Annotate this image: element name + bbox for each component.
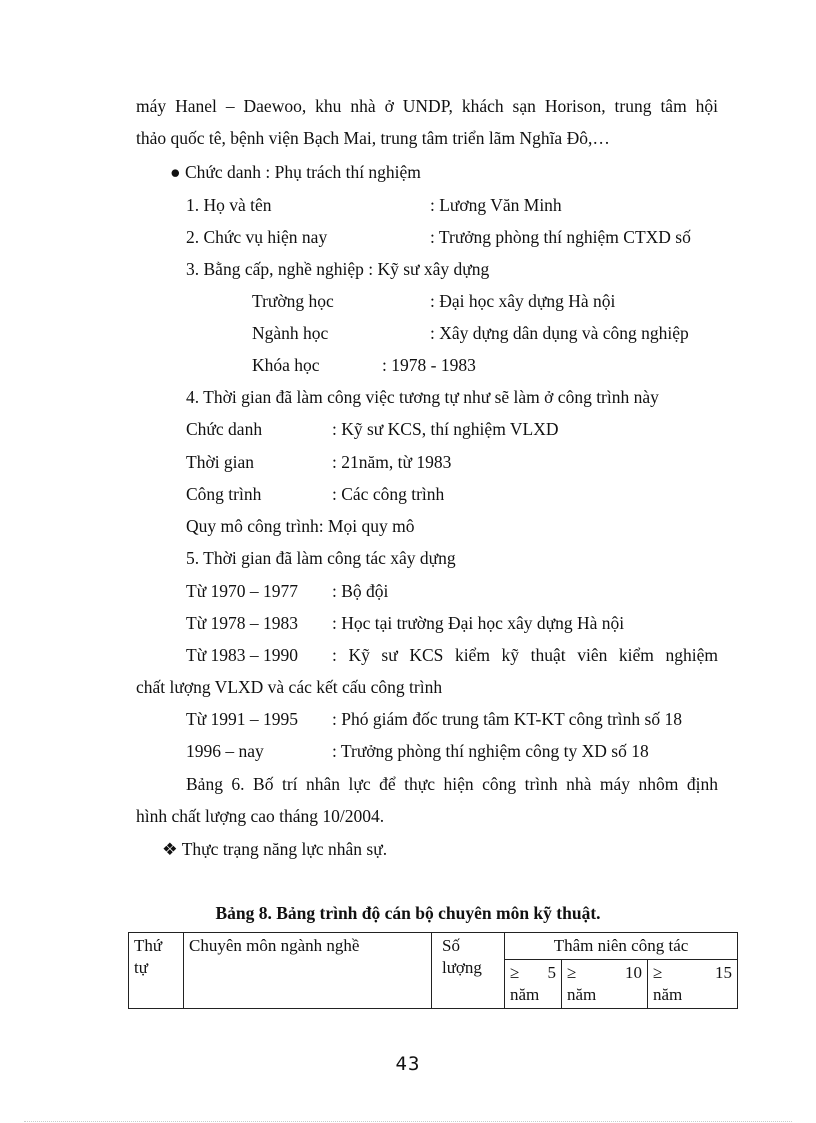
course-value: : 1978 - 1983 — [382, 355, 476, 375]
header-quantity-line-1: Số — [442, 936, 460, 955]
scale-line: Quy mô công trình: Mọi quy mô — [186, 516, 415, 536]
career-period: 1996 – nay — [186, 741, 264, 761]
section-heading: ❖ Thực trạng năng lực nhân sự. — [162, 839, 388, 859]
major-value: : Xây dựng dân dụng và công nghiệp — [430, 323, 689, 343]
table8-title: Bảng 8. Bảng trình độ cán bộ chuyên môn kỹ thuật. — [215, 903, 601, 923]
career-period: Từ 1970 – 1977 — [186, 581, 299, 601]
intro-line-1: máy Hanel – Daewoo, khu nhà ở UNDP, khách sạn Horison, trung tâm hội — [136, 96, 718, 116]
career-desc: : Kỹ sư KCS kiểm kỹ thuật viên kiểm nghiệm — [332, 645, 718, 665]
staff-qualification-table — [128, 932, 738, 1009]
header-order — [129, 933, 184, 1009]
career-desc: : Học tại trường Đại học xây dựng Hà nội — [332, 613, 625, 633]
years-number: 15 — [715, 963, 733, 982]
career-period: Từ 1983 – 1990 — [186, 645, 299, 665]
career-period: Từ 1991 – 1995 — [186, 709, 299, 729]
page-bottom-divider — [24, 1121, 792, 1122]
years-unit: năm — [653, 985, 683, 1004]
similar-work-heading: 4. Thời gian đã làm công việc tương tự như sẽ làm ở công trình này — [186, 387, 659, 407]
career-desc: : Trưởng phòng thí nghiệm công ty XD số 18 — [332, 741, 649, 761]
career-heading: 5. Thời gian đã làm công tác xây dựng — [186, 548, 456, 568]
career-period: Từ 1978 – 1983 — [186, 613, 299, 633]
header-seniority: Thâm niên công tác — [505, 933, 738, 960]
header-order-line-2: tự — [134, 958, 148, 977]
years-unit: năm — [510, 985, 540, 1004]
position-label: 2. Chức vụ hiện nay — [186, 227, 328, 247]
career-continuation: chất lượng VLXD và các kết cấu công trình — [136, 677, 443, 697]
bullet-title: ● Chức danh : Phụ trách thí nghiệm — [170, 162, 421, 182]
project-value: : Các công trình — [332, 484, 445, 504]
gte-symbol: ≥ — [510, 963, 520, 982]
years-unit: năm — [567, 985, 597, 1004]
project-label: Công trình — [186, 484, 262, 504]
career-desc: : Phó giám đốc trung tâm KT-KT công trình số 18 — [332, 709, 682, 729]
school-label: Trường học — [252, 291, 334, 311]
title-label: Chức danh — [186, 419, 263, 439]
header-order-line-1: Thứ — [134, 936, 163, 955]
major-label: Ngành học — [252, 323, 329, 343]
school-value: : Đại học xây dựng Hà nội — [430, 291, 616, 311]
table6-caption-line-1: Bảng 6. Bố trí nhân lực để thực hiện công trình nhà máy nhôm định — [186, 774, 718, 794]
time-label: Thời gian — [186, 452, 255, 472]
header-quantity-line-2: lượng — [442, 958, 482, 977]
course-label: Khóa học — [252, 355, 320, 375]
time-value: : 21năm, từ 1983 — [332, 452, 452, 472]
title-value: : Kỹ sư KCS, thí nghiệm VLXD — [332, 419, 559, 439]
header-quantity — [432, 933, 505, 1009]
seniority-col-10 — [562, 960, 648, 1009]
name-value: : Lương Văn Minh — [430, 195, 562, 215]
gte-symbol: ≥ — [653, 963, 663, 982]
years-number: 5 — [547, 963, 556, 982]
position-value: : Trưởng phòng thí nghiệm CTXD số — [430, 227, 691, 247]
degree-line: 3. Bằng cấp, nghề nghiệp : Kỹ sư xây dựng — [186, 259, 490, 279]
years-number: 10 — [625, 963, 642, 982]
header-specialty: Chuyên môn ngành nghề — [184, 933, 432, 1009]
seniority-col-15 — [648, 960, 738, 1009]
intro-line-2: thảo quốc tê, bệnh viện Bạch Mai, trung tâm triển lãm Nghĩa Đô,… — [136, 128, 610, 148]
career-desc: : Bộ đội — [332, 581, 389, 601]
seniority-col-5 — [505, 960, 562, 1009]
page-number: 43 — [395, 1053, 421, 1075]
gte-symbol: ≥ — [567, 963, 577, 982]
name-label: 1. Họ và tên — [186, 195, 272, 215]
table6-caption-line-2: hình chất lượng cao tháng 10/2004. — [136, 806, 385, 826]
